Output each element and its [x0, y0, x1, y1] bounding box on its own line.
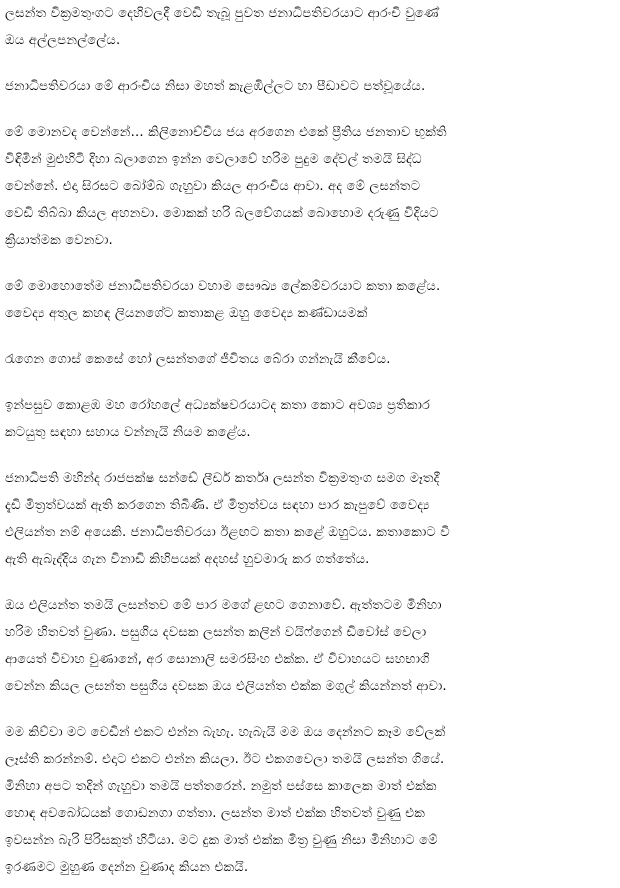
paragraph [5, 0, 615, 54]
text-line: ඉන්පසුව කොළඹ මහ රෝහලේ අධ්‍යක්ෂවරයාටද කතා කොට අවශ්‍ය ප්‍රතිකාර [5, 398, 431, 413]
text-line: ආයෙත් විවාහ වුණානේ, අර සොනාලි සමරසිංහ එක්ක. ඒ විවාහයට සහභාගි [5, 652, 430, 667]
text-line: වෛද්‍ය අතුල කහඳ ලියනගේට කතාකළ ඔහු වෛද්‍ය කණ්ඩායමක් [5, 306, 368, 321]
paragraph-gap [5, 700, 615, 719]
paragraph [5, 392, 615, 446]
paragraph-gap [5, 100, 615, 119]
text-line: විඳිමින් මුළුහිටි දිහා බලාගෙන ඉන්න වෙලාවේ හරිම පුදුම දේවල් තමයි සිද්ධ [5, 152, 422, 167]
paragraph-gap [5, 446, 615, 465]
text-line: ඇති ඇබැද්දිය ගැන විනාඩි කිහිපයක් අදහස් හුවමාරු කර ගත්තේය. [5, 552, 370, 567]
text-line: ජනාධිපති මහින්ද රාජපක්ෂ සන්ඩේ ලීඩර් කර්තෘ ලසන්ත වික්‍රමතුංග සමග මෑතදී [5, 471, 440, 486]
paragraph-gap [5, 327, 615, 346]
paragraph-gap [5, 54, 615, 73]
text-line: මේ මොනවද වෙන්නේ… කිලිනොච්චිය ජය අරගෙන එකේ ප්‍රීතිය ජනතාව භුක්ති [5, 125, 447, 140]
text-line: ඉවසන්න බැරි පිරිසකුත් හිටියා. මට දුක මාත් එක්ක මිත්‍ර වුණු නිසා මිනිහාට මේ [5, 833, 438, 848]
text-line: ක්‍රියාත්මක වෙනවා. [5, 233, 113, 248]
paragraph [5, 346, 615, 373]
paragraph [5, 273, 615, 327]
text-line: කටයුතු සඳහා සහාය වන්නැයි නියම කළේය. [5, 425, 251, 440]
text-line: ඉරණමට මුහුණ දෙන්න වුණාද කියන එකයි. [5, 860, 249, 875]
text-line: ජනාධිපතිවරයා මේ ආරංචිය නිසා මහත් කැළඹිල්ලට හා පීඩාවට පත්වූයේය. [5, 79, 426, 94]
paragraph [5, 465, 615, 573]
text-line: හොඳ අවබෝධයක් ගොඩනගා ගත්තා. ලසන්ත මාත් එක්ක හිතවත් වුණු එක [5, 806, 426, 821]
text-line: මේ මොහොතේම ජනාධිපතිවරයා වහාම සෞඛ්‍ය ලේකම්වරයාට කතා කළේය. [5, 279, 441, 294]
text-line: දැඩි මිත්‍රත්වයක් ඇති කරගෙන තිබිණි. ඒ මිත්‍රත්වය සඳහා පාර කැපුවේ වෛද්‍ය [5, 498, 430, 513]
text-line: රැගෙන ගොස් කෙසේ හෝ ලසන්තගේ ජීවිතය බේරා ගන්නැයි කීවේය. [5, 352, 391, 367]
text-line: වෙඩි තිබ්බා කියල අහනවා. මොකක් හරි බලවේගයක් බොහොම දරුණු විදියට [5, 206, 439, 221]
text-line: හරිම හිතවත් වුණා. පසුගිය දවසක ලසන්ත කලින් වයිෆ්ගෙන් ඩිවෝස් වෙලා [5, 625, 427, 640]
text-line: එලියන්ත නම් අයෙකි. ජනාධිපතිවරයා ඊළඟට කතා කළේ ඔහුටය. කතාකොට වී [5, 525, 450, 540]
text-line: වෙන්න කියල ලසන්ත පසුගිය දවසක ඔය එලියන්ත එක්ක මගුල් කියන්නත් ආවා. [5, 679, 447, 694]
paragraph [5, 592, 615, 700]
paragraph-gap [5, 254, 615, 273]
text-line: ඔය එලියන්ත තමයි ලසන්තව මේ පාර මගේ ළඟට ගෙනාවේ. ඇත්තටම මිනිහා [5, 598, 442, 613]
paragraph-gap [5, 373, 615, 392]
text-line: ලසන්ත වික්‍රමතුංගට දෙහිවලදී වෙඩි තැබූ පුවත ජනාධිපතිවරයාට ආරංචි වුණේ [5, 6, 439, 21]
text-line: ඔය අල්ලපනල්ලේය. [5, 33, 121, 48]
article-body [5, 0, 615, 881]
text-line: මිනිහා අපට තදින් ගැහුවා තමයි පත්තරෙන්. නමුත් පස්සෙ කාලෙක මාත් එක්ක [5, 779, 437, 794]
paragraph-gap [5, 573, 615, 592]
text-line: මම කිව්වා මට වෙඩින් එකට එන්න බැහැ. හැබැයි මම ඔය දෙන්නට කෑම වේලක් [5, 725, 446, 740]
paragraph [5, 119, 615, 254]
paragraph [5, 73, 615, 100]
text-line: ලෑස්ති කරන්නම්. එදාට එකට එන්න කියලා. ඊට එකගවෙලා තමයි ලසන්ත ගියේ. [5, 752, 445, 767]
paragraph [5, 719, 615, 881]
text-line: වෙන්නේ. එදා සිරසට බෝම්බ ගැහුවා කියල ආරංචිය ආවා. අද මේ ලසන්තට [5, 179, 421, 194]
